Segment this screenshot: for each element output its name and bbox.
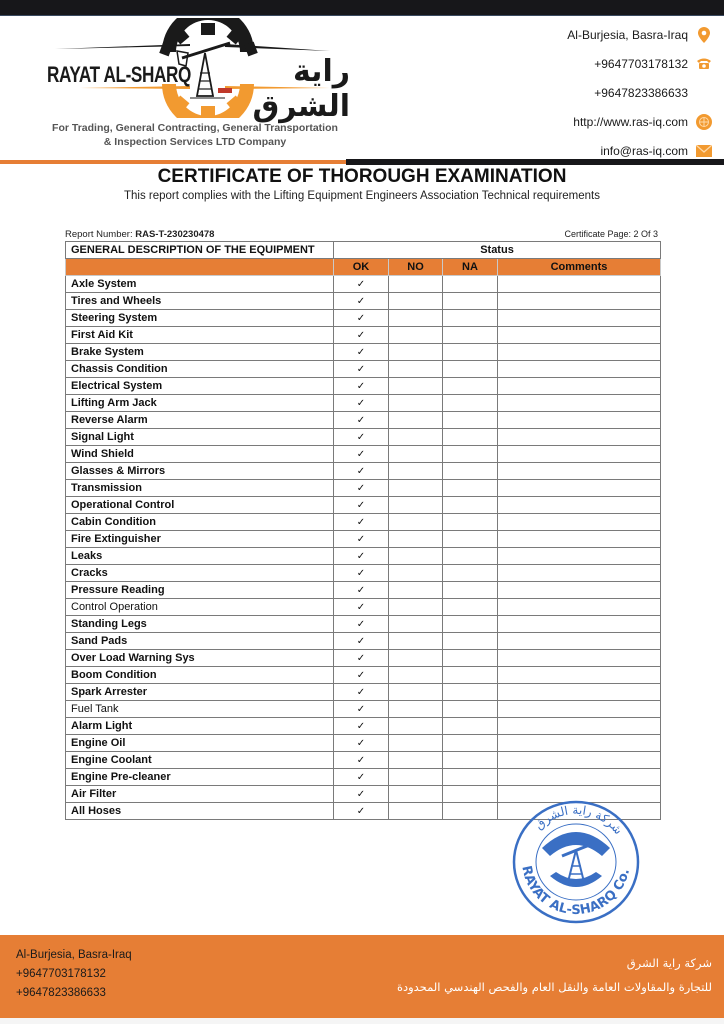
column-comments: Comments (498, 259, 661, 276)
footer-phone-2[interactable]: +9647823386633 (16, 987, 106, 999)
comments-cell (498, 480, 661, 497)
comments-cell (498, 769, 661, 786)
equipment-item-name: First Aid Kit (66, 327, 334, 344)
equipment-item-name: Operational Control (66, 497, 334, 514)
ok-check-cell: ✓ (334, 582, 389, 599)
ok-check-cell: ✓ (334, 293, 389, 310)
contact-address-text: Al-Burjesia, Basra-Iraq (567, 27, 688, 42)
equipment-item-name: Pressure Reading (66, 582, 334, 599)
contact-phone-2 (472, 78, 712, 107)
comments-cell (498, 718, 661, 735)
subheader-blank (66, 259, 334, 276)
ok-check-cell: ✓ (334, 514, 389, 531)
table-row (66, 582, 661, 599)
table-row (66, 735, 661, 752)
ok-check-cell: ✓ (334, 565, 389, 582)
no-cell (389, 803, 443, 820)
comments-cell (498, 548, 661, 565)
ok-check-cell: ✓ (334, 395, 389, 412)
equipment-item-name: Control Operation (66, 599, 334, 616)
na-cell (443, 531, 498, 548)
footer-contacts (16, 946, 132, 1003)
ok-check-cell: ✓ (334, 344, 389, 361)
na-cell (443, 718, 498, 735)
envelope-icon (696, 143, 712, 159)
tagline-line-1: For Trading, General Contracting, General Transportation (52, 122, 338, 134)
no-cell (389, 395, 443, 412)
table-row (66, 497, 661, 514)
table-header-row (66, 242, 661, 259)
table-row (66, 344, 661, 361)
logo-name-arabic: راية الشرق (252, 54, 350, 124)
table-row (66, 599, 661, 616)
top-dark-bar (0, 0, 724, 16)
comments-cell (498, 497, 661, 514)
equipment-item-name: Steering System (66, 310, 334, 327)
equipment-item-name: Alarm Light (66, 718, 334, 735)
no-cell (389, 667, 443, 684)
na-cell (443, 803, 498, 820)
no-cell (389, 412, 443, 429)
no-cell (389, 735, 443, 752)
comments-cell (498, 276, 661, 293)
examination-table (65, 241, 661, 820)
na-cell (443, 667, 498, 684)
table-row (66, 684, 661, 701)
ok-check-cell: ✓ (334, 463, 389, 480)
comments-cell (498, 633, 661, 650)
table-row (66, 378, 661, 395)
no-cell (389, 531, 443, 548)
equipment-item-name: Over Load Warning Sys (66, 650, 334, 667)
tagline-line-2: & Inspection Services LTD Company (103, 136, 287, 148)
header-general-description: GENERAL DESCRIPTION OF THE EQUIPMENT (66, 242, 334, 259)
no-cell (389, 497, 443, 514)
ok-check-cell: ✓ (334, 786, 389, 803)
na-cell (443, 378, 498, 395)
company-stamp-icon (510, 798, 642, 926)
equipment-item-name: Tires and Wheels (66, 293, 334, 310)
equipment-item-name: Transmission (66, 480, 334, 497)
equipment-item-name: Spark Arrester (66, 684, 334, 701)
no-cell (389, 616, 443, 633)
report-number-label: Report Number: (65, 229, 133, 240)
stamp-text-arabic: شركة راية الشرق (531, 802, 626, 838)
table-row (66, 412, 661, 429)
ok-check-cell: ✓ (334, 497, 389, 514)
equipment-item-name: Air Filter (66, 786, 334, 803)
logo-tagline (40, 121, 350, 149)
na-cell (443, 463, 498, 480)
equipment-item-name: Boom Condition (66, 667, 334, 684)
column-na: NA (443, 259, 498, 276)
equipment-item-name: All Hoses (66, 803, 334, 820)
equipment-item-name: Sand Pads (66, 633, 334, 650)
no-cell (389, 446, 443, 463)
stamp-text-english: RAYAT AL-SHARQ Co. (518, 864, 634, 919)
ok-check-cell: ✓ (334, 327, 389, 344)
table-row (66, 276, 661, 293)
footer-company-name-ar: شركة راية الشرق (626, 956, 712, 970)
equipment-item-name: Engine Oil (66, 735, 334, 752)
equipment-item-name: Wind Shield (66, 446, 334, 463)
ok-check-cell: ✓ (334, 684, 389, 701)
comments-cell (498, 361, 661, 378)
ok-check-cell: ✓ (334, 361, 389, 378)
comments-cell (498, 565, 661, 582)
ok-check-cell: ✓ (334, 650, 389, 667)
table-row (66, 463, 661, 480)
na-cell (443, 412, 498, 429)
na-cell (443, 735, 498, 752)
na-cell (443, 276, 498, 293)
column-ok: OK (334, 259, 389, 276)
footer-address: Al-Burjesia, Basra-Iraq (16, 949, 132, 961)
footer-arabic-company (397, 951, 712, 999)
no-cell (389, 429, 443, 446)
na-cell (443, 480, 498, 497)
comments-cell (498, 531, 661, 548)
table-row (66, 667, 661, 684)
table-row (66, 548, 661, 565)
ok-check-cell: ✓ (334, 769, 389, 786)
no-cell (389, 480, 443, 497)
table-row (66, 429, 661, 446)
ok-check-cell: ✓ (334, 429, 389, 446)
svg-text:RAYAT AL-SHARQ Co. (518, 864, 633, 918)
footer-phone-1[interactable]: +9647703178132 (16, 968, 106, 980)
table-row (66, 361, 661, 378)
equipment-item-name: Signal Light (66, 429, 334, 446)
contact-phone-1-text[interactable]: +9647703178132 (594, 56, 688, 71)
equipment-item-name: Engine Pre-cleaner (66, 769, 334, 786)
page-footer (0, 935, 724, 1018)
table-subheader-row (66, 259, 661, 276)
ok-check-cell: ✓ (334, 633, 389, 650)
table-row (66, 446, 661, 463)
table-row (66, 531, 661, 548)
no-cell (389, 650, 443, 667)
na-cell (443, 616, 498, 633)
na-cell (443, 446, 498, 463)
ok-check-cell: ✓ (334, 446, 389, 463)
location-pin-icon (696, 27, 712, 43)
certificate-page-indicator: Certificate Page: 2 Of 3 (564, 229, 658, 239)
na-cell (443, 769, 498, 786)
ok-check-cell: ✓ (334, 803, 389, 820)
table-row (66, 633, 661, 650)
na-cell (443, 786, 498, 803)
comments-cell (498, 378, 661, 395)
equipment-item-name: Brake System (66, 344, 334, 361)
comments-cell (498, 293, 661, 310)
table-row (66, 327, 661, 344)
na-cell (443, 395, 498, 412)
equipment-item-name: Fuel Tank (66, 701, 334, 718)
table-row (66, 752, 661, 769)
comments-cell (498, 650, 661, 667)
na-cell (443, 293, 498, 310)
ok-check-cell: ✓ (334, 548, 389, 565)
no-cell (389, 310, 443, 327)
contact-website (472, 107, 712, 136)
comments-cell (498, 514, 661, 531)
no-cell (389, 786, 443, 803)
na-cell (443, 327, 498, 344)
header-status: Status (334, 242, 661, 259)
contact-email-link[interactable]: info@ras-iq.com (600, 143, 688, 158)
ok-check-cell: ✓ (334, 310, 389, 327)
page-subtitle: This report complies with the Lifting Equipment Engineers Association Technical requirements (123, 190, 600, 202)
na-cell (443, 548, 498, 565)
table-row (66, 701, 661, 718)
na-cell (443, 582, 498, 599)
table-row (66, 565, 661, 582)
ok-check-cell: ✓ (334, 531, 389, 548)
ok-check-cell: ✓ (334, 599, 389, 616)
no-cell (389, 769, 443, 786)
comments-cell (498, 395, 661, 412)
no-cell (389, 378, 443, 395)
na-cell (443, 361, 498, 378)
no-cell (389, 548, 443, 565)
equipment-item-name: Cabin Condition (66, 514, 334, 531)
no-cell (389, 565, 443, 582)
na-cell (443, 599, 498, 616)
comments-cell (498, 667, 661, 684)
equipment-item-name: Reverse Alarm (66, 412, 334, 429)
comments-cell (498, 429, 661, 446)
na-cell (443, 650, 498, 667)
table-row (66, 310, 661, 327)
ok-check-cell: ✓ (334, 667, 389, 684)
equipment-item-name: Glasses & Mirrors (66, 463, 334, 480)
table-row (66, 718, 661, 735)
no-cell (389, 463, 443, 480)
no-cell (389, 293, 443, 310)
equipment-item-name: Electrical System (66, 378, 334, 395)
ok-check-cell: ✓ (334, 378, 389, 395)
equipment-item-name: Standing Legs (66, 616, 334, 633)
table-row (66, 293, 661, 310)
no-cell (389, 633, 443, 650)
no-cell (389, 514, 443, 531)
na-cell (443, 497, 498, 514)
table-row (66, 650, 661, 667)
table-row (66, 480, 661, 497)
na-cell (443, 701, 498, 718)
comments-cell (498, 599, 661, 616)
ok-check-cell: ✓ (334, 718, 389, 735)
na-cell (443, 429, 498, 446)
equipment-item-name: Cracks (66, 565, 334, 582)
footer-company-description-ar: للتجارة والمقاولات العامة والنقل العام والفحص الهندسي المحدودة (396, 980, 712, 994)
logo-name-english: RAYAT AL-SHARQ (47, 62, 191, 87)
no-cell (389, 582, 443, 599)
column-no: NO (389, 259, 443, 276)
comments-cell (498, 446, 661, 463)
equipment-item-name: Chassis Condition (66, 361, 334, 378)
ok-check-cell: ✓ (334, 276, 389, 293)
comments-cell (498, 616, 661, 633)
report-number-value: RAS-T-230230478 (135, 229, 215, 240)
na-cell (443, 310, 498, 327)
contact-address (472, 20, 712, 49)
contact-phone-2-text[interactable]: +9647823386633 (594, 85, 688, 100)
na-cell (443, 344, 498, 361)
comments-cell (498, 327, 661, 344)
page-title: CERTIFICATE OF THOROUGH EXAMINATION (157, 166, 567, 187)
ok-check-cell: ✓ (334, 752, 389, 769)
telephone-icon (696, 56, 712, 72)
ok-check-cell: ✓ (334, 701, 389, 718)
no-cell (389, 361, 443, 378)
comments-cell (498, 412, 661, 429)
table-row (66, 769, 661, 786)
comments-cell (498, 684, 661, 701)
ok-check-cell: ✓ (334, 412, 389, 429)
no-cell (389, 327, 443, 344)
equipment-item-name: Leaks (66, 548, 334, 565)
no-cell (389, 684, 443, 701)
comments-cell (498, 701, 661, 718)
equipment-item-name: Axle System (66, 276, 334, 293)
contact-website-link[interactable]: http://www.ras-iq.com (573, 114, 688, 129)
contact-phone-1 (472, 49, 712, 78)
no-cell (389, 344, 443, 361)
report-number (65, 229, 214, 240)
no-cell (389, 718, 443, 735)
na-cell (443, 752, 498, 769)
equipment-item-name: Fire Extinguisher (66, 531, 334, 548)
comments-cell (498, 310, 661, 327)
na-cell (443, 684, 498, 701)
header-divider-dark (346, 159, 724, 165)
no-cell (389, 599, 443, 616)
comments-cell (498, 735, 661, 752)
na-cell (443, 633, 498, 650)
globe-icon (696, 114, 712, 130)
equipment-item-name: Lifting Arm Jack (66, 395, 334, 412)
ok-check-cell: ✓ (334, 735, 389, 752)
comments-cell (498, 752, 661, 769)
ok-check-cell: ✓ (334, 616, 389, 633)
ok-check-cell: ✓ (334, 480, 389, 497)
no-cell (389, 276, 443, 293)
company-logo (40, 18, 350, 148)
table-row (66, 395, 661, 412)
footer-bottom-strip (0, 1018, 724, 1024)
header-contact-list (472, 20, 712, 165)
header-divider-orange (0, 160, 346, 164)
comments-cell (498, 463, 661, 480)
table-row (66, 514, 661, 531)
na-cell (443, 514, 498, 531)
equipment-item-name: Engine Coolant (66, 752, 334, 769)
na-cell (443, 565, 498, 582)
comments-cell (498, 582, 661, 599)
table-row (66, 616, 661, 633)
no-cell (389, 701, 443, 718)
no-cell (389, 752, 443, 769)
comments-cell (498, 344, 661, 361)
